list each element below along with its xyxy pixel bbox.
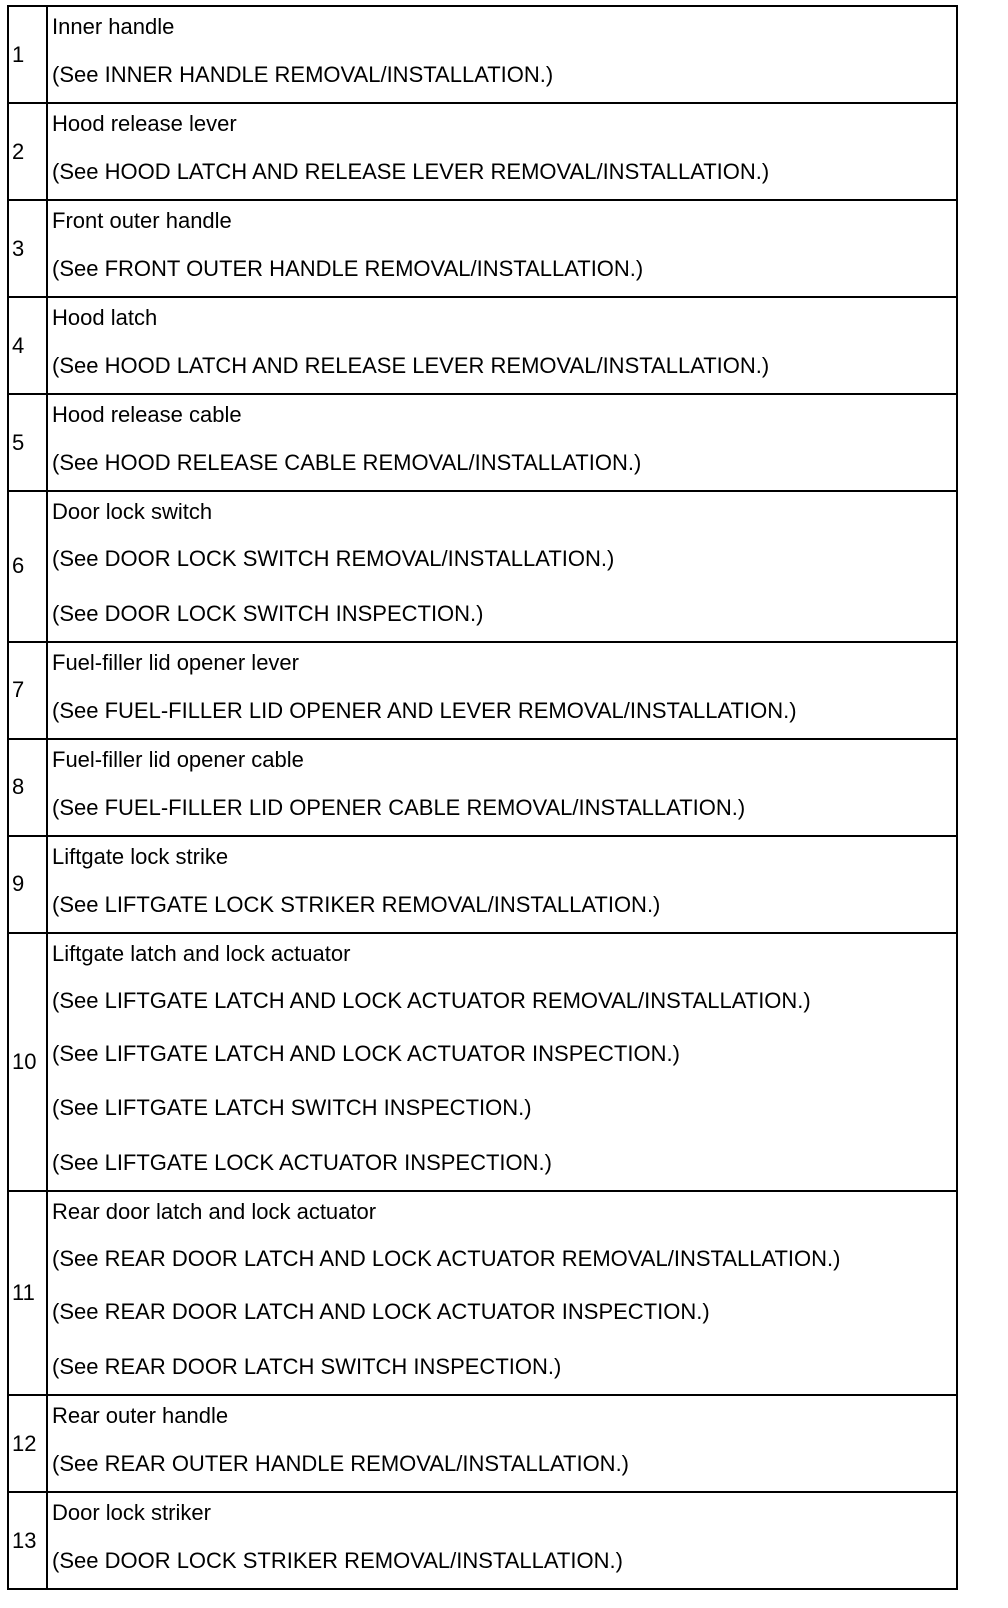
item-number: 1 [8,6,47,103]
see-reference-link[interactable]: (See DOOR LOCK SWITCH REMOVAL/INSTALLATION.) [52,546,615,571]
item-name: Door lock switch [52,499,213,524]
table-body [8,6,957,1589]
see-reference-link[interactable]: (See LIFTGATE LATCH AND LOCK ACTUATOR INSPECTION.) [52,1041,680,1067]
item-description [47,1492,957,1589]
item-name: Liftgate latch and lock actuator [52,940,351,966]
item-description [47,394,957,491]
item-description [47,491,957,642]
item-number: 10 [8,933,47,1191]
item-number: 6 [8,491,47,642]
table-row [8,6,957,103]
see-reference-link[interactable]: (See LIFTGATE LOCK ACTUATOR INSPECTION.) [52,1149,552,1175]
see-reference-link[interactable]: (See HOOD LATCH AND RELEASE LEVER REMOVAL/INSTALLATION.) [52,353,770,378]
table-row [8,836,957,933]
item-number: 2 [8,103,47,200]
item-name: Hood release lever [52,111,237,136]
item-description [47,933,957,1191]
item-number: 7 [8,642,47,739]
table-row [8,200,957,297]
table-row [8,297,957,394]
item-name: Front outer handle [52,208,232,233]
item-name: Fuel-filler lid opener cable [52,746,304,772]
item-number: 5 [8,394,47,491]
see-reference-link[interactable]: (See LIFTGATE LATCH SWITCH INSPECTION.) [52,1095,532,1121]
item-description [47,200,957,297]
see-reference-link[interactable]: (See REAR DOOR LATCH AND LOCK ACTUATOR INSPECTION.) [52,1299,710,1325]
item-name: Rear door latch and lock actuator [52,1198,377,1224]
item-number: 4 [8,297,47,394]
item-description [47,1395,957,1492]
item-description [47,297,957,394]
item-description [47,103,957,200]
table-row [8,933,957,1191]
item-name: Hood release cable [52,402,242,427]
item-name: Liftgate lock strike [52,843,229,869]
item-number: 11 [8,1191,47,1395]
item-description [47,1191,957,1395]
item-name: Fuel-filler lid opener lever [52,649,299,675]
table-row [8,103,957,200]
item-number: 3 [8,200,47,297]
item-number: 13 [8,1492,47,1589]
see-reference-link[interactable]: (See FRONT OUTER HANDLE REMOVAL/INSTALLATION.) [52,256,644,281]
table-row [8,491,957,642]
item-description [47,739,957,836]
see-reference-link[interactable]: (See HOOD LATCH AND RELEASE LEVER REMOVAL/INSTALLATION.) [52,159,770,184]
item-number: 8 [8,739,47,836]
see-reference-link[interactable]: (See HOOD RELEASE CABLE REMOVAL/INSTALLATION.) [52,450,642,475]
see-reference-link[interactable]: (See FUEL-FILLER LID OPENER CABLE REMOVAL/INSTALLATION.) [52,794,746,820]
item-name: Door lock striker [52,1500,211,1526]
see-reference-link[interactable]: (See REAR OUTER HANDLE REMOVAL/INSTALLATION.) [52,1451,630,1477]
see-reference-link[interactable]: (See LIFTGATE LATCH AND LOCK ACTUATOR REMOVAL/INSTALLATION.) [52,987,811,1013]
item-description [47,836,957,933]
item-name: Inner handle [52,14,175,39]
see-reference-link[interactable]: (See FUEL-FILLER LID OPENER AND LEVER REMOVAL/INSTALLATION.) [52,697,797,723]
see-reference-link[interactable]: (See DOOR LOCK SWITCH INSPECTION.) [52,600,484,626]
table-row [8,394,957,491]
table-row [8,1492,957,1589]
item-name: Hood latch [52,305,158,330]
item-number: 12 [8,1395,47,1492]
item-description [47,642,957,739]
item-description [47,6,957,103]
table-row [8,1191,957,1395]
table-row [8,642,957,739]
table-row [8,739,957,836]
see-reference-link[interactable]: (See DOOR LOCK STRIKER REMOVAL/INSTALLATION.) [52,1548,623,1574]
parts-reference-table [7,5,958,1590]
table-row [8,1395,957,1492]
see-reference-link[interactable]: (See LIFTGATE LOCK STRIKER REMOVAL/INSTALLATION.) [52,891,661,917]
see-reference-link[interactable]: (See REAR DOOR LATCH SWITCH INSPECTION.) [52,1354,562,1380]
item-name: Rear outer handle [52,1403,229,1429]
see-reference-link[interactable]: (See INNER HANDLE REMOVAL/INSTALLATION.) [52,62,554,87]
see-reference-link[interactable]: (See REAR DOOR LATCH AND LOCK ACTUATOR REMOVAL/INSTALLATION.) [52,1245,841,1271]
item-number: 9 [8,836,47,933]
